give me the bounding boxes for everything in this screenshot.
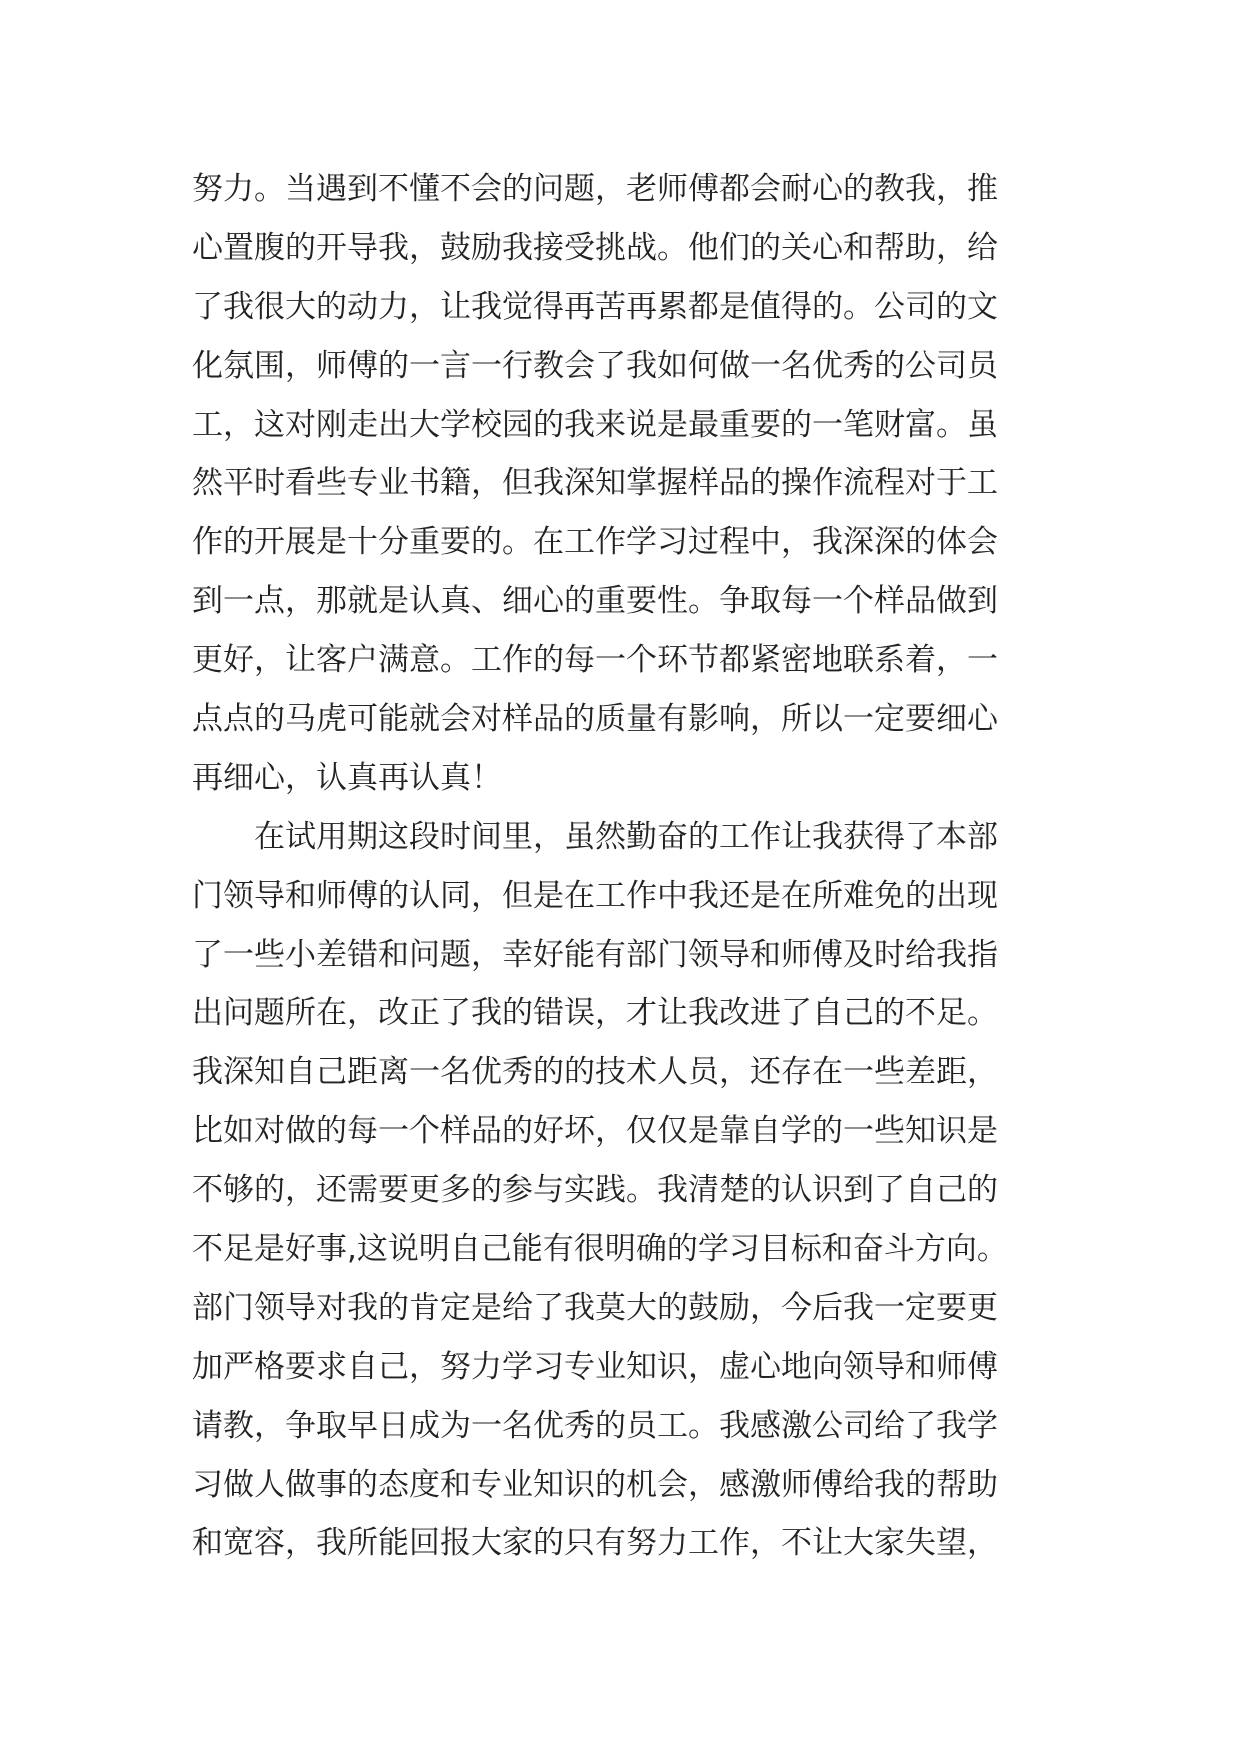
text-line: 出问题所在，改正了我的错误，才让我改进了自己的不足。 [192, 995, 998, 1032]
text-line: 比如对做的每一个样品的好坏，仅仅是靠自学的一些知识是 [192, 1113, 998, 1150]
text-line: 不够的，还需要更多的参与实践。我清楚的认识到了自己的 [192, 1172, 998, 1209]
text-line: 到一点，那就是认真、细心的重要性。争取每一个样品做到 [192, 583, 998, 620]
text-line: 更好，让客户满意。工作的每一个环节都紧密地联系着，一 [192, 642, 998, 679]
text-line: 作的开展是十分重要的。在工作学习过程中，我深深的体会 [192, 524, 998, 561]
text-line: 化氛围，师傅的一言一行教会了我如何做一名优秀的公司员 [192, 347, 998, 384]
text-line: 努力。当遇到不懂不会的问题，老师傅都会耐心的教我，推 [192, 171, 998, 207]
text-line: 和宽容，我所能回报大家的只有努力工作，不让大家失望， [192, 1525, 998, 1562]
paragraph-start-line: 在试用期这段时间里，虽然勤奋的工作让我获得了本部 [254, 818, 998, 855]
text-line: 门领导和师傅的认同，但是在工作中我还是在所难免的出现 [192, 877, 998, 914]
text-line: 加严格要求自己，努力学习专业知识，虚心地向领导和师傅 [192, 1348, 998, 1385]
document-body [192, 160, 1052, 1573]
text-line: 工，这对刚走出大学校园的我来说是最重要的一笔财富。虽 [192, 406, 998, 443]
text-line: 请教，争取早日成为一名优秀的员工。我感激公司给了我学 [192, 1407, 998, 1444]
text-line: 了一些小差错和问题，幸好能有部门领导和师傅及时给我指 [192, 936, 998, 973]
text-line: 不足是好事,这说明自己能有很明确的学习目标和奋斗方向。 [192, 1231, 1008, 1268]
text-line: 习做人做事的态度和专业知识的机会，感激师傅给我的帮助 [192, 1466, 998, 1503]
text-line: 然平时看些专业书籍，但我深知掌握样品的操作流程对于工 [192, 465, 998, 502]
text-line: 再细心，认真再认真！ [192, 759, 502, 796]
text-line: 部门领导对我的肯定是给了我莫大的鼓励，今后我一定要更 [192, 1289, 998, 1326]
text-line: 点点的马虎可能就会对样品的质量有影响，所以一定要细心 [192, 701, 998, 738]
text-line: 我深知自己距离一名优秀的的技术人员，还存在一些差距， [192, 1054, 998, 1091]
text-line: 心置腹的开导我，鼓励我接受挑战。他们的关心和帮助，给 [192, 229, 998, 266]
text-line: 了我很大的动力，让我觉得再苦再累都是值得的。公司的文 [192, 288, 998, 325]
